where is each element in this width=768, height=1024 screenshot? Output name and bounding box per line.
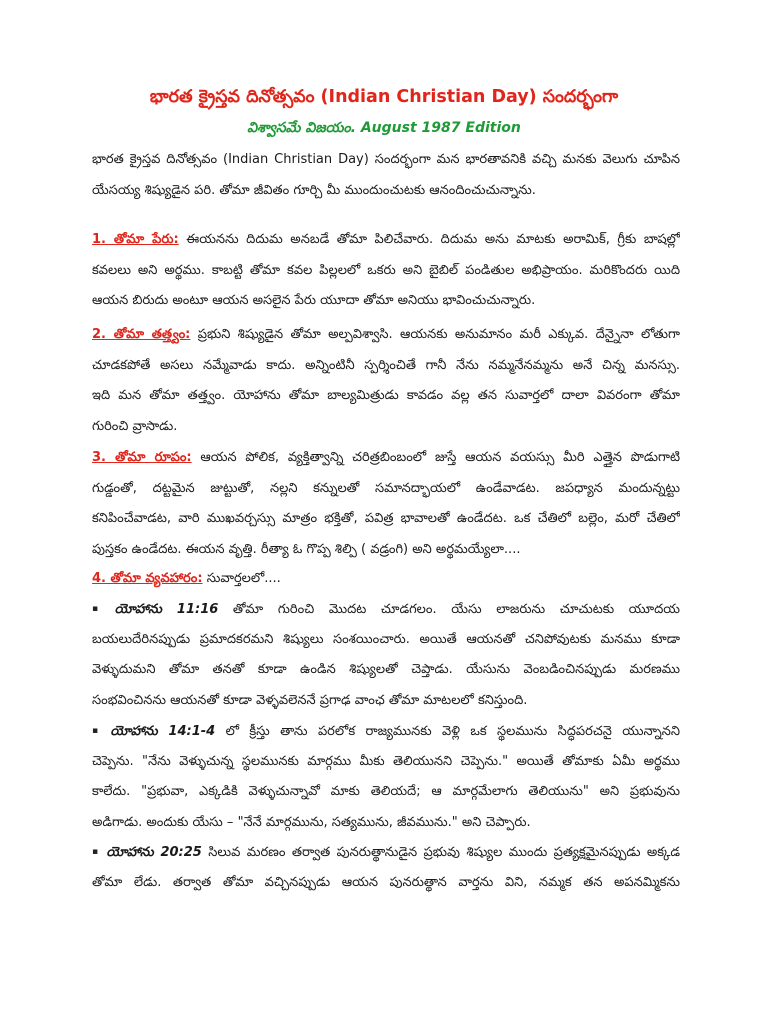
bullet-item — [92, 594, 680, 716]
paragraph-text: తోమా గురించి మొదట చూడగలం. యేసు లాజరును చూచుటకు యూదయ — [218, 602, 680, 617]
paragraph-text: సిలువ మరణం తర్వాత పునరుత్థానుడైన ప్రభువు శిష్యుల ముందు ప్రత్యక్షమైనప్పుడు అక్కడ — [201, 845, 680, 860]
paragraph-line — [92, 594, 680, 625]
paragraph-line: ఆయన బిరుదు అంటూ ఆయన అసలైన పేరు యూదా తోమా అనియు భావించుచున్నారు. — [92, 293, 536, 308]
paragraph-text: ప్రభుని శిష్యుడైన తోమా అల్పవిశ్వాసి. ఆయనకు అనుమానం మరీ ఎక్కువ. దేన్నైనా లోతుగా — [190, 327, 680, 342]
bullet-item — [92, 716, 680, 838]
paragraph-text: ఈయనను దిదుమ అనబడే తోమా పిలిచేవారు. దిదుమ అను మాటకు అరామిక్, గ్రీకు బాషల్లో — [178, 232, 680, 247]
scripture-reference: యోహాను 11:16 — [114, 602, 219, 617]
intro-paragraph — [92, 145, 680, 206]
paragraph-line — [92, 716, 680, 747]
document-subtitle: విశ్వాసమే విజయం. August 1987 Edition — [247, 120, 521, 136]
section-heading: 3. తోమా రూపం: — [92, 450, 192, 465]
scripture-reference: యోహాను 14:1-4 — [110, 724, 216, 739]
scripture-reference: యోహాను 20:25 — [106, 845, 202, 860]
bullet-item — [92, 837, 680, 898]
paragraph-line: చెప్పెను. "నేను వెళ్ళుచున్న స్థలమునకు మార్గము మీకు తెలియునని చెప్పెను." అయితే తోమాకు ఏమీ అర్థము — [92, 753, 680, 769]
paragraph-text: లో క్రీస్తు తాను పరలోక రాజ్యమునకు వెళ్లి ఒక స్థలమును సిద్ధపరచనై యున్నానని — [215, 724, 680, 739]
paragraph-text: సువార్తలలో.... — [202, 571, 281, 586]
paragraph-line: భారత క్రైస్తవ దినోత్సవం (Indian Christian Day) సందర్భంగా మన భారతావనికి వచ్చి మనకు వెలుగు చూపిన — [92, 152, 680, 167]
section-nature — [92, 320, 680, 442]
paragraph-line: బయలుదేరినప్పుడు ప్రమాదకరమని శిష్యులు సంశయించారు. అయితే ఆయనతో చనిపోవుటకు మనము కూడా — [92, 631, 680, 647]
paragraph-line: గుడ్డంతో, దట్టమైన జుట్టుతో, నల్లని కన్నులతో సమానద్భాయలో ఉండేవాడట. జపధ్యాన మందున్నట్టు — [92, 480, 680, 496]
section-heading: 1. తోమా పేరు: — [92, 232, 179, 247]
paragraph-line: అడిగాడు. అందుకు యేసు – "నేనే మార్గమును, సత్యమును, జీవమును." అని చెప్పారు. — [92, 814, 531, 830]
paragraph-line: చూడకపోతే అసలు నమ్మేవాడు కాదు. అన్నింటినీ స్పర్శించితే గానీ నేను నమ్మనేనమ్మను అనే చిన్న మనస్సు. — [92, 357, 680, 373]
section-name — [92, 225, 680, 317]
bullet-icon: ▪ — [92, 604, 109, 614]
paragraph-line: సంభవించినను ఆయనతో కూడా వెళ్ళవలెననే ప్రగాఢ వాంఛ తోమా మాటలలో కనిస్తుంది. — [92, 692, 528, 708]
paragraph-line — [92, 225, 680, 256]
paragraph-line: కనిపించేవాడట, వారి ముఖవర్చస్సు మాత్రం భక్తితో, పవిత్ర భావాలతో ఉండేదట. ఒక చేతిలో బల్లెం, మరో చేతిలో — [92, 511, 680, 526]
section-heading: 2. తోమా తత్త్వం: — [92, 327, 191, 342]
document-title: భారత క్రైస్తవ దినోత్సవం (Indian Christian Day) సందర్భంగా — [149, 87, 619, 107]
paragraph-line — [92, 564, 680, 595]
paragraph-line — [92, 837, 680, 868]
section-conduct — [92, 564, 680, 595]
paragraph-line: పుస్తకం ఉండేదట. ఈయన వృత్తి. రీత్యా ఓ గొప్ప శిల్పి ( వడ్రంగి) అని అర్థమయ్యేలా.... — [92, 541, 521, 557]
paragraph-line: యేసయ్య శిష్యుడైన పరి. తోమా జీవితం గూర్చి మీ ముందుంచుటకు ఆనందించుచున్నాను. — [92, 182, 536, 198]
paragraph-text: ఆయన పోలిక, వ్యక్తిత్వాన్ని చరిత్రబింబంలో జుస్తే ఆయన వయస్సు మీరి ఎత్తైన పొడుగాటి — [191, 450, 680, 465]
paragraph-line — [92, 320, 680, 351]
bullet-icon: ▪ — [92, 726, 105, 736]
bullet-icon: ▪ — [92, 847, 101, 857]
paragraph-line: వెళ్ళుదుమని తోమా తనతో కూడా ఉండిన శిష్యులతో చెప్తాడు. యేసును వెంబడించినప్పుడు మరణము — [92, 662, 680, 677]
section-heading: 4. తోమా వ్యవహారం: — [92, 571, 203, 586]
section-appearance — [92, 443, 680, 565]
paragraph-line: తోమా లేడు. తర్వాత తోమా వచ్చినప్పుడు ఆయన పునరుత్థాన వార్తను విని, నమ్మక తన అపనమ్మికను — [92, 874, 680, 890]
paragraph-line: కవలలు అని అర్థము. కాబట్టి తోమా కవల పిల్లలలో ఒకరు అని బైబిల్ పండితుల అభిప్రాయం. మరికొందరు యిది — [92, 262, 680, 278]
paragraph-line — [92, 443, 680, 474]
paragraph-line: కాలేదు. "ప్రభువా, ఎక్కడికి వెళ్ళుచున్నావో మాకు తెలియదే; ఆ మార్గమేలాగు తెలియును" అని ప్రభువును — [92, 784, 680, 799]
paragraph-line: ఇది మన తోమా తత్త్వం. యోహాను తోమా బాల్యమిత్రుడు కావడం వల్ల తన సువార్తలో దాలా వివరంగా తోమా — [92, 388, 680, 403]
paragraph-line: గురించి వ్రాసాడు. — [92, 418, 178, 434]
